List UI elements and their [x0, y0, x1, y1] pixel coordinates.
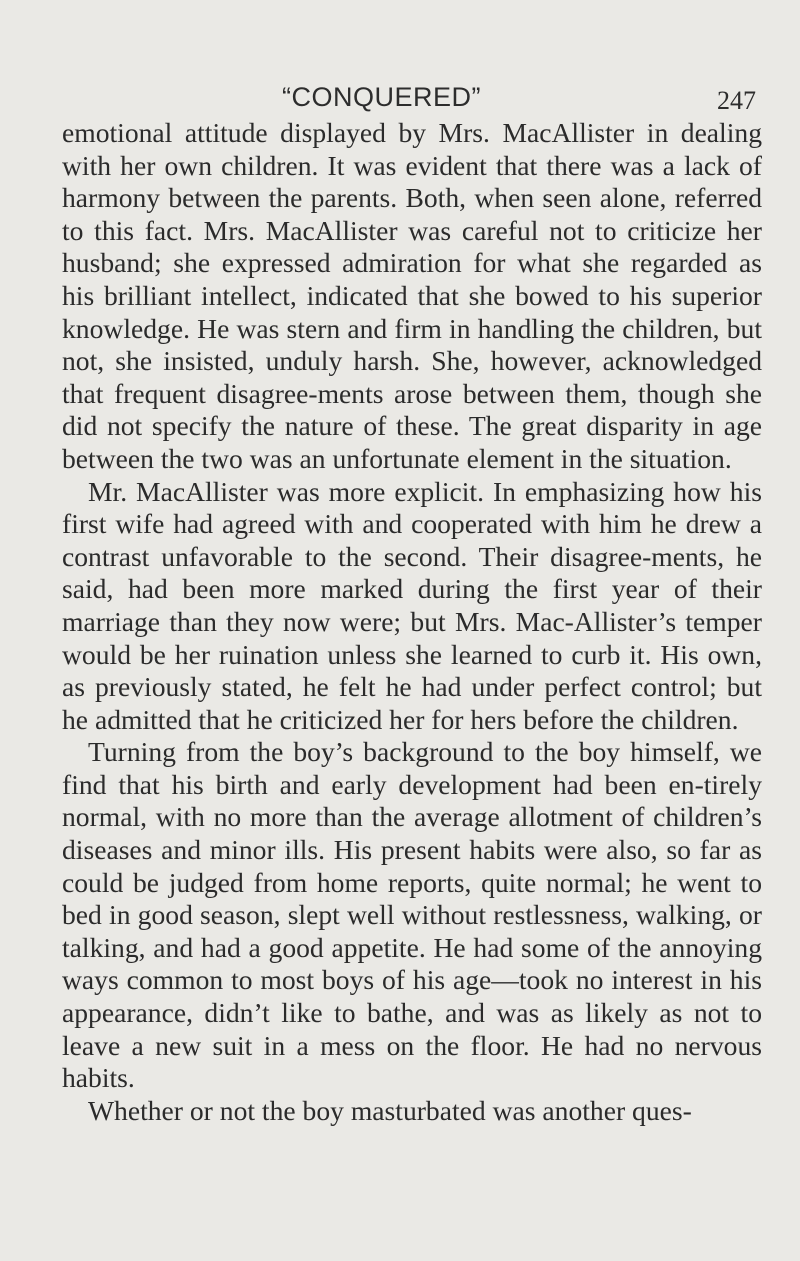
paragraph-1: emotional attitude displayed by Mrs. MacAllister in dealing with her own children. It was evident that there was a lack of harmony between the parents. Both, when seen alone, referred to this fact. Mrs. MacAllister was careful not to criticize her husband; she expressed admiration for what she regarded as his brilliant intellect, indicated that she bowed to his superior knowledge. He was stern and firm in handling the children, but not, she insisted, unduly harsh. She, however, acknowledged that frequent disagree-ments arose between them, though she did not specify the nature of these. The great disparity in age between the two was an unfortunate element in the situation.: [62, 117, 762, 474]
body-text: [62, 117, 762, 1127]
paragraph-2: Mr. MacAllister was more explicit. In emphasizing how his first wife had agreed with and cooperated with him he drew a contrast unfavorable to the second. Their disagree-ments, he said, had been more marked during the first year of their marriage than they now were; but Mrs. Mac-Allister’s temper would be her ruination unless she learned to curb it. His own, as previously stated, he felt he had under perfect control; but he admitted that he criticized her for hers before the children.: [62, 475, 762, 735]
running-title: “CONQUERED”: [282, 82, 481, 112]
running-head: [0, 82, 800, 122]
paragraph-4: Whether or not the boy masturbated was another ques-: [88, 1094, 692, 1126]
page-number: 247: [717, 86, 756, 115]
paragraph-3: Turning from the boy’s background to the boy himself, we find that his birth and early development had been en-tirely normal, with no more than the average allotment of children’s diseases and minor ills. His present habits were also, so far as could be judged from home reports, quite normal; he went to bed in good season, slept well without restlessness, walking, or talking, and had a good appetite. He had some of the annoying ways common to most boys of his age—took no interest in his appearance, didn’t like to bathe, and was as likely as not to leave a new suit in a mess on the floor. He had no nervous habits.: [62, 736, 762, 1094]
